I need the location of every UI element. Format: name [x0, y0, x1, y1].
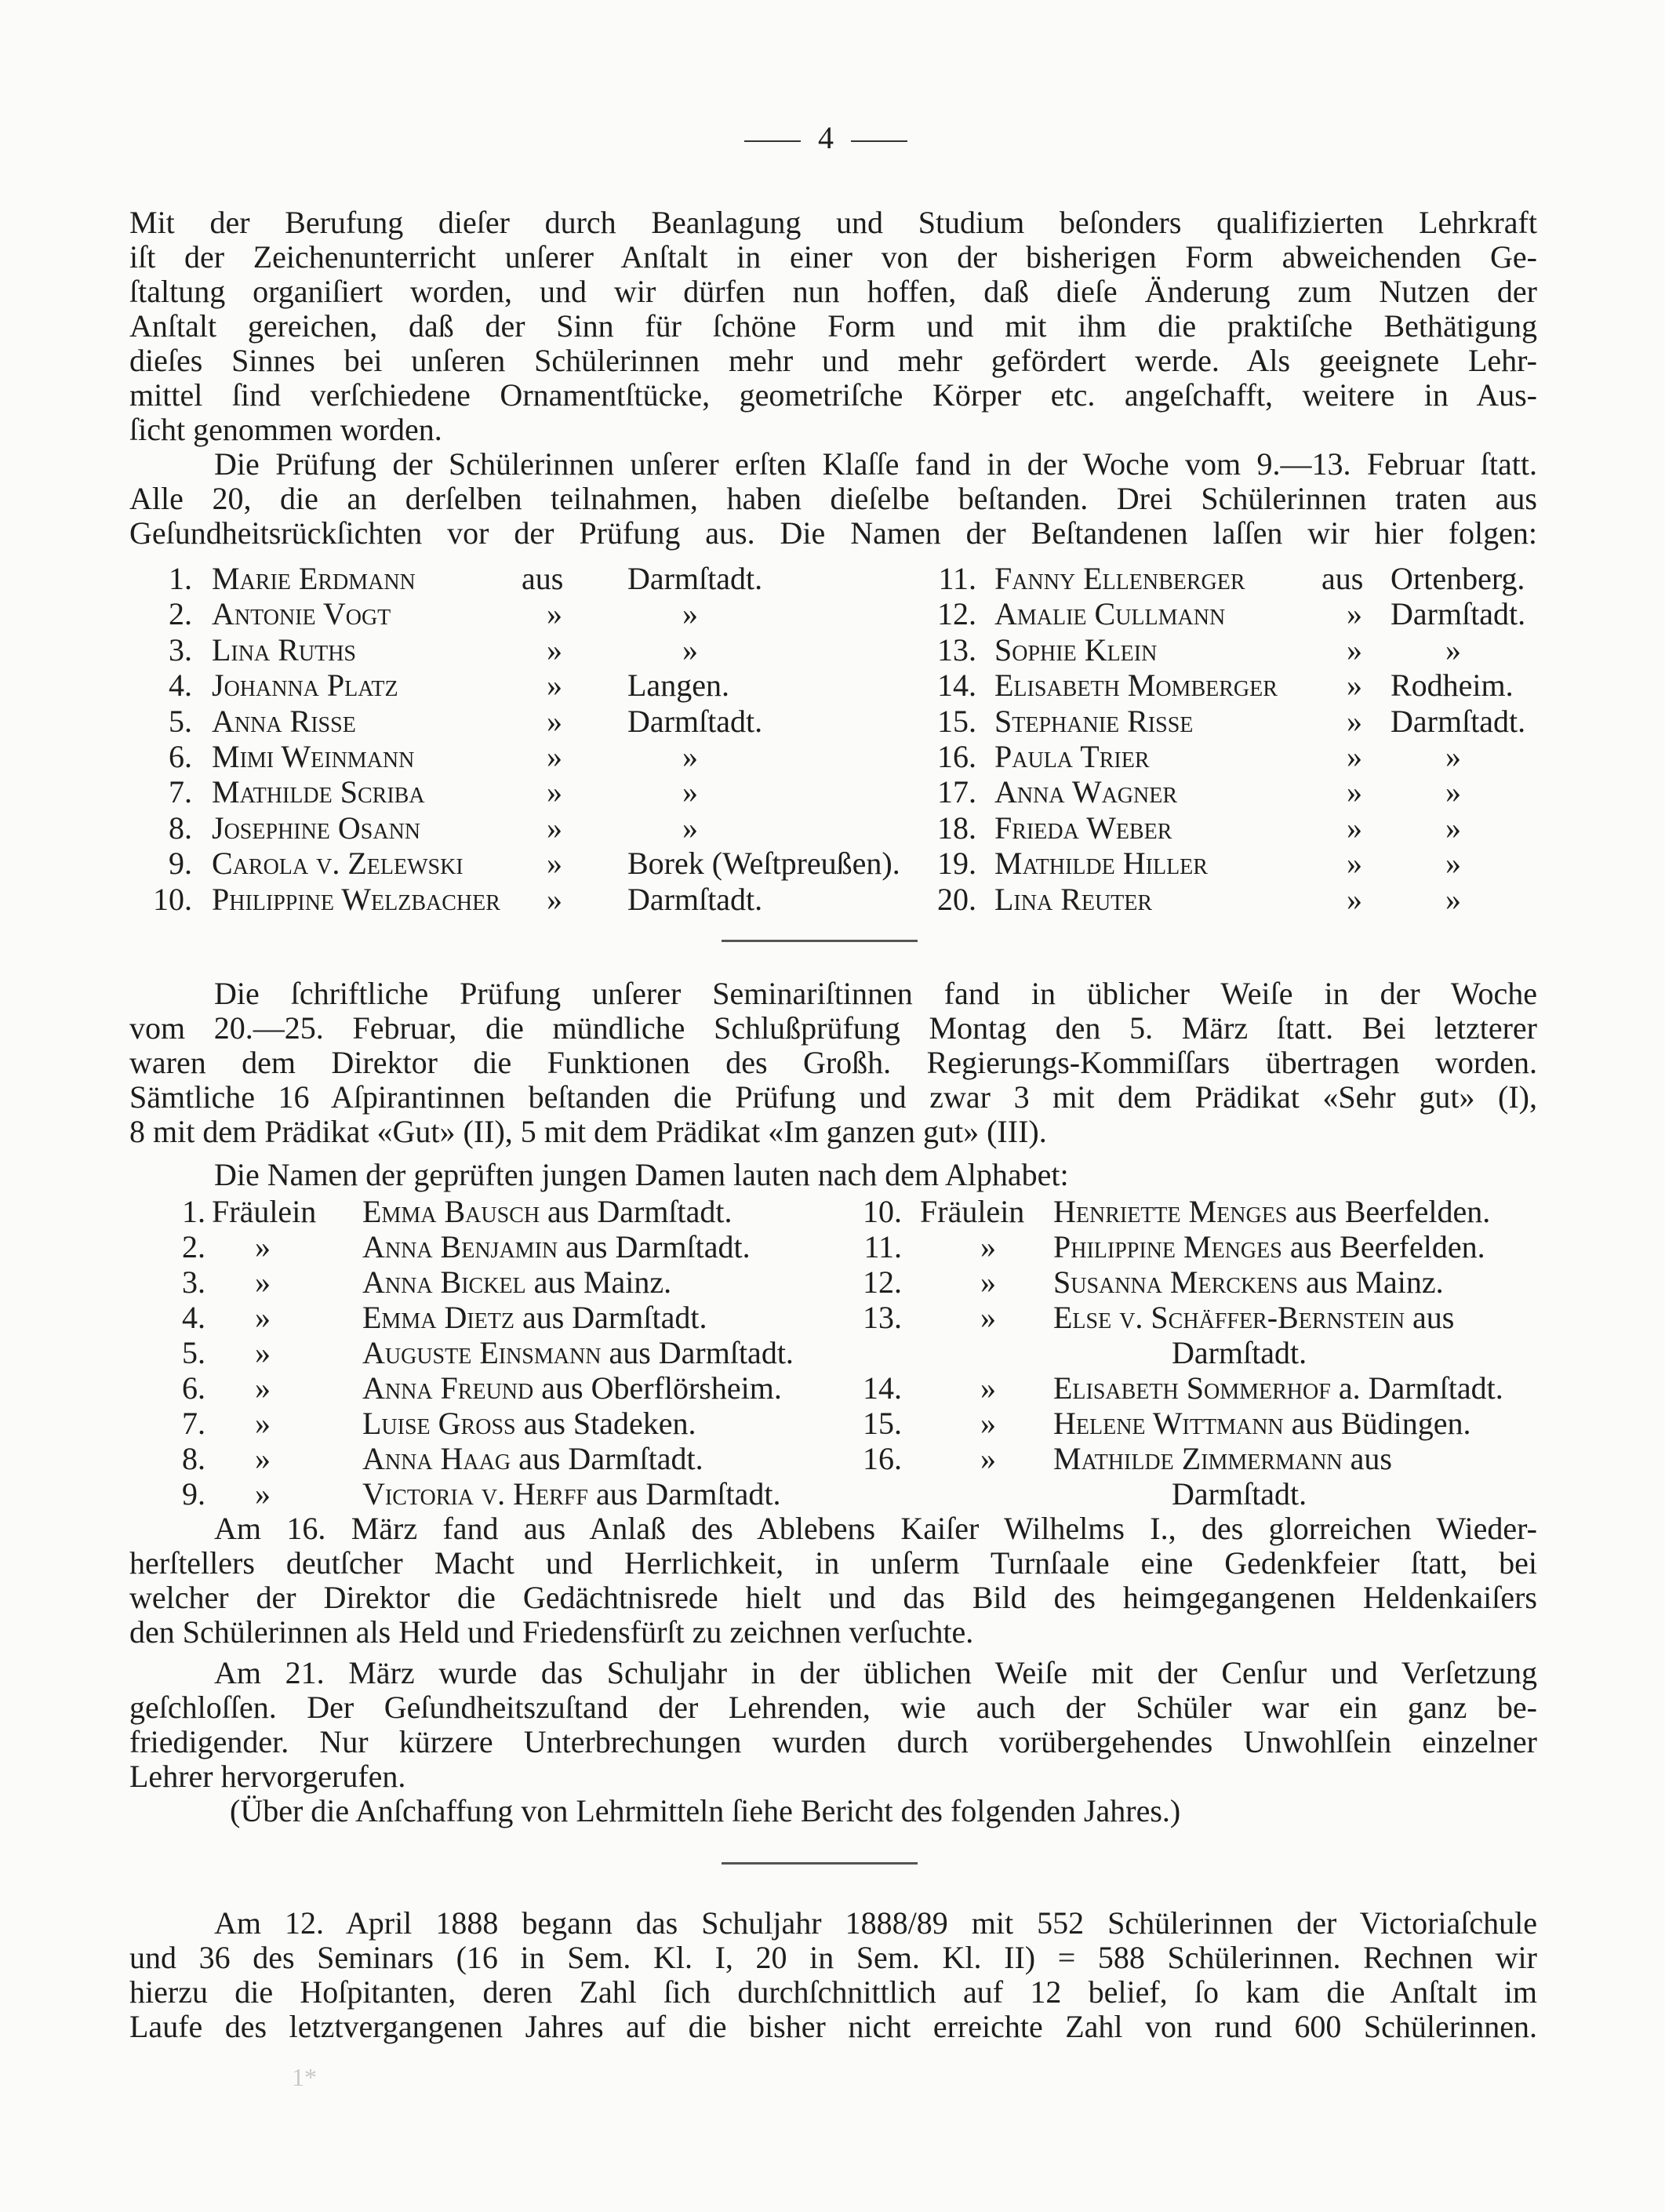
name-and-origin	[362, 1195, 733, 1229]
section-divider	[722, 940, 918, 942]
name-and-origin	[1053, 1406, 1471, 1441]
origin-prefix: aus	[1321, 561, 1364, 596]
student-name: Mathilde Zimmermann	[1053, 1441, 1343, 1476]
text-line: Am 21. März wurde das Schuljahr in der üblichen Weiſe mit der Cenſur und Verſetzung	[214, 1655, 1537, 1690]
student-name: Else v. Schäffer-Bernstein	[1053, 1300, 1405, 1335]
title-prefix: »	[255, 1370, 271, 1406]
text-line: Lehrer hervorgerufen.	[129, 1759, 406, 1794]
hometown: aus Beerfelden.	[1295, 1194, 1491, 1229]
title-prefix: »	[255, 1335, 271, 1370]
hometown: aus Mainz.	[533, 1264, 672, 1300]
name-and-origin	[1053, 1371, 1503, 1406]
page-number-text: 4	[818, 120, 834, 155]
student-name: Lina Reuter	[994, 881, 1153, 917]
text-line: Die ſchriftliche Prüfung unſerer Seminariſtinnen fand in üblicher Weiſe in der Woche	[214, 976, 1537, 1011]
paragraph-seminar-names-intro	[129, 1158, 1537, 1192]
text-line: herſtellers deutſcher Macht und Herrlichkeit, in unſerm Turnſaale eine Gedenkfeier ſtatt, bei	[129, 1545, 1537, 1581]
item-number: 14.	[863, 1370, 902, 1406]
page-number	[720, 119, 932, 156]
origin-prefix: »	[1347, 596, 1362, 632]
student-name: Emma Bausch	[362, 1194, 540, 1229]
text-line: den Schülerinnen als Held und Friedensfürſt zu zeichnen verſuchte.	[129, 1614, 974, 1650]
dash-left	[744, 140, 801, 142]
text-line: und 36 des Seminars (16 in Sem. Kl. I, 20 in Sem. Kl. II) = 588 Schülerinnen. Rechnen wir	[129, 1940, 1537, 1975]
student-name: Anna Freund	[362, 1370, 534, 1406]
hometown: aus Darmſtadt.	[609, 1335, 794, 1370]
origin-prefix: »	[547, 774, 562, 810]
paragraph-first-class-exam	[129, 447, 1537, 551]
student-name: Mimi Weinmann	[212, 739, 415, 774]
item-number: 12.	[863, 1264, 902, 1300]
title-prefix: »	[255, 1476, 271, 1512]
title-prefix: »	[980, 1264, 996, 1300]
paragraph-drawing-lessons	[129, 206, 1537, 447]
item-number: 6.	[169, 739, 192, 774]
text-line: Sämtliche 16 Aſpirantinnen beſtanden die Prüfung und zwar 3 mit dem Prädikat «Sehr gut» (I),	[129, 1079, 1537, 1115]
paragraph-seminar-exam	[129, 977, 1537, 1149]
item-number: 1.	[169, 561, 192, 596]
item-number: 18.	[937, 809, 976, 846]
origin-prefix: aus	[522, 561, 564, 596]
hometown: »	[682, 739, 698, 774]
text-line: Am 12. April 1888 begann das Schuljahr 1888/89 mit 552 Schülerinnen der Victoriaſchule	[214, 1905, 1537, 1941]
text-line: vom 20.—25. Februar, die mündliche Schlußprüfung Montag den 5. März ſtatt. Bei letzterer	[129, 1010, 1537, 1046]
hometown: »	[1445, 774, 1461, 810]
origin-prefix: »	[1347, 668, 1362, 704]
title-prefix: »	[255, 1300, 271, 1335]
hometown-continued: Darmſtadt.	[1172, 1476, 1307, 1512]
hometown: »	[682, 809, 698, 846]
text-line: Alle 20, die an derſelben teilnahmen, haben dieſelbe beſtanden. Drei Schülerinnen traten aus	[129, 481, 1537, 516]
hometown: »	[682, 774, 698, 810]
origin-prefix: »	[1347, 809, 1362, 846]
item-number: 17.	[937, 774, 976, 810]
origin-prefix: »	[547, 881, 562, 917]
text-line: geſchloſſen. Der Geſundheitszuſtand der Lehrenden, wie auch der Schüler war ein ganz be-	[129, 1690, 1537, 1725]
hometown: aus Beerfelden.	[1289, 1229, 1485, 1264]
text-line: iſt der Zeichenunterricht unſerer Anſtalt in einer von der bisherigen Form abweichenden Ge-	[129, 239, 1537, 275]
text-line: Anſtalt gereichen, daß der Sinn für ſchöne Form und mit ihm die praktiſche Bethätigung	[129, 308, 1537, 344]
hometown: Darmſtadt.	[627, 881, 763, 917]
item-number: 8.	[182, 1441, 205, 1476]
hometown: »	[682, 631, 698, 668]
item-number: 11.	[938, 561, 976, 596]
student-name: Anna Risse	[212, 703, 356, 739]
student-name: Victoria v. Herff	[362, 1476, 588, 1512]
item-number: 10.	[153, 881, 192, 917]
hometown: Darmſtadt.	[1391, 703, 1526, 739]
item-number: 13.	[863, 1300, 902, 1335]
item-number: 11.	[863, 1229, 902, 1264]
student-name: Johanna Platz	[212, 668, 398, 704]
hometown: Langen.	[627, 668, 729, 704]
hometown: a. Darmſtadt.	[1338, 1370, 1503, 1406]
item-number: 6.	[182, 1370, 205, 1406]
hometown: aus Darmſtadt.	[565, 1229, 751, 1264]
paragraph-memorial	[129, 1512, 1537, 1650]
title-prefix: Fräulein	[212, 1194, 317, 1229]
paragraph-year-end	[129, 1656, 1537, 1794]
hometown: »	[1445, 809, 1461, 846]
name-and-origin	[362, 1336, 794, 1370]
title-prefix: »	[255, 1406, 271, 1441]
origin-prefix: »	[547, 703, 562, 739]
student-name: Mathilde Scriba	[212, 774, 425, 810]
origin-prefix: »	[547, 846, 562, 882]
origin-prefix: »	[1347, 631, 1362, 668]
student-name: Paula Trier	[994, 739, 1150, 774]
hometown: Darmſtadt.	[1391, 596, 1526, 632]
origin-prefix: »	[547, 596, 562, 632]
item-number: 9.	[169, 846, 192, 882]
name-and-origin	[1053, 1301, 1454, 1335]
hometown-continued: Darmſtadt.	[1172, 1335, 1307, 1370]
name-and-origin	[362, 1230, 751, 1264]
title-prefix: »	[980, 1370, 996, 1406]
text-line: (Über die Anſchaffung von Lehrmitteln ſiehe Bericht des folgenden Jahres.)	[230, 1793, 1181, 1828]
paragraph-new-year	[129, 1906, 1537, 2044]
text-line: mittel ſind verſchiedene Ornamentſtücke, geometriſche Körper etc. angeſchafft, weitere in Aus-	[129, 377, 1537, 413]
text-line: Die Prüfung der Schülerinnen unſerer erſten Klaſſe fand in der Woche vom 9.—13. Februar ſtatt.	[214, 446, 1537, 482]
student-name: Lina Ruths	[212, 631, 356, 668]
title-prefix: »	[255, 1229, 271, 1264]
hometown: aus Darmſtadt.	[522, 1300, 707, 1335]
name-and-origin	[362, 1442, 703, 1476]
student-name: Susanna Merckens	[1053, 1264, 1299, 1300]
origin-prefix: »	[547, 809, 562, 846]
text-line: welcher der Direktor die Gedächtnisrede hielt und das Bild des heimgegangenen Heldenkaiſers	[129, 1580, 1537, 1615]
hometown: Ortenberg.	[1391, 561, 1525, 596]
student-name: Sophie Klein	[994, 631, 1158, 668]
title-prefix: Fräulein	[920, 1194, 1025, 1229]
text-line: hierzu die Hoſpitanten, deren Zahl ſich durchſchnittlich auf 12 belief, ſo kam die Anſtalt im	[129, 1974, 1537, 2010]
name-and-origin	[1053, 1230, 1485, 1264]
item-number: 3.	[182, 1264, 205, 1300]
item-number: 2.	[182, 1229, 205, 1264]
item-number: 15.	[863, 1406, 902, 1441]
text-line: Die Namen der geprüften jungen Damen lauten nach dem Alphabet:	[214, 1157, 1069, 1192]
item-number: 12.	[937, 596, 976, 632]
student-name: Frieda Weber	[994, 809, 1172, 846]
name-and-origin	[362, 1477, 780, 1512]
item-number: 2.	[169, 596, 192, 632]
title-prefix: »	[980, 1441, 996, 1476]
item-number: 16.	[863, 1441, 902, 1476]
student-name: Elisabeth Sommerhof	[1053, 1370, 1331, 1406]
text-line: Laufe des letztvergangenen Jahres auf die bisher nicht erreichte Zahl von rund 600 Schülerinnen.	[129, 2009, 1537, 2044]
origin-prefix: »	[547, 631, 562, 668]
item-number: 5.	[182, 1335, 205, 1370]
item-number: 14.	[937, 668, 976, 704]
student-name: Carola v. Zelewski	[212, 846, 464, 882]
hometown: »	[1445, 881, 1461, 917]
student-name: Henriette Menges	[1053, 1194, 1288, 1229]
item-number: 5.	[169, 703, 192, 739]
student-name: Anna Wagner	[994, 774, 1178, 810]
item-number: 7.	[182, 1406, 205, 1441]
hometown: »	[1445, 846, 1461, 882]
dash-right	[851, 140, 907, 142]
text-line: waren dem Direktor die Funktionen des Großh. Regierungs-Kommiſſars übertragen worden.	[129, 1045, 1537, 1080]
student-name: Elisabeth Momberger	[994, 668, 1278, 704]
printer-signature: 1*	[292, 2063, 317, 2091]
student-name: Emma Dietz	[362, 1300, 514, 1335]
text-line: ſtaltung organiſiert worden, und wir dürfen nun hoffen, daß dieſe Änderung zum Nutzen der	[129, 274, 1537, 309]
name-and-origin	[362, 1406, 696, 1441]
hometown: aus	[1350, 1441, 1392, 1476]
item-number: 13.	[937, 631, 976, 668]
paragraph-teaching-aids-note	[129, 1794, 1537, 1828]
name-and-origin	[1053, 1265, 1444, 1300]
origin-prefix: »	[1347, 846, 1362, 882]
student-name: Anna Bickel	[362, 1264, 526, 1300]
student-name: Fanny Ellenberger	[994, 561, 1245, 596]
hometown: Darmſtadt.	[627, 703, 763, 739]
name-and-origin	[362, 1301, 707, 1335]
origin-prefix: »	[547, 668, 562, 704]
hometown: Darmſtadt.	[627, 561, 763, 596]
item-number: 4.	[169, 668, 192, 704]
student-name: Anna Benjamin	[362, 1229, 558, 1264]
section-divider	[722, 1862, 918, 1865]
student-name: Stephanie Risse	[994, 703, 1194, 739]
item-number: 8.	[169, 809, 192, 846]
item-number: 1.	[182, 1194, 205, 1229]
title-prefix: »	[980, 1406, 996, 1441]
hometown: aus Oberflörsheim.	[541, 1370, 782, 1406]
text-line: ſicht genommen worden.	[129, 412, 442, 447]
title-prefix: »	[255, 1264, 271, 1300]
student-name: Marie Erdmann	[212, 561, 416, 596]
student-name: Auguste Einsmann	[362, 1335, 602, 1370]
student-name: Amalie Cullmann	[994, 596, 1226, 632]
hometown: Rodheim.	[1391, 668, 1514, 704]
student-name: Helene Wittmann	[1053, 1406, 1284, 1441]
title-prefix: »	[980, 1229, 996, 1264]
name-and-origin	[362, 1265, 671, 1300]
item-number: 9.	[182, 1476, 205, 1512]
student-name: Philippine Welzbacher	[212, 881, 500, 917]
item-number: 20.	[937, 881, 976, 917]
item-number: 4.	[182, 1300, 205, 1335]
item-number: 19.	[937, 846, 976, 882]
item-number: 3.	[169, 631, 192, 668]
hometown: aus Darmſtadt.	[595, 1476, 781, 1512]
name-and-origin	[1053, 1442, 1392, 1476]
text-line: dieſes Sinnes bei unſeren Schülerinnen mehr und mehr gefördert werde. Als geeignete Lehr-	[129, 343, 1537, 378]
title-prefix: »	[980, 1300, 996, 1335]
origin-prefix: »	[547, 739, 562, 774]
hometown: aus Mainz.	[1306, 1264, 1444, 1300]
student-name: Mathilde Hiller	[994, 846, 1208, 882]
name-and-origin	[362, 1371, 782, 1406]
text-line: Geſundheitsrückſichten vor der Prüfung aus. Die Namen der Beſtandenen laſſen wir hier folgen:	[129, 515, 1537, 551]
hometown: aus Darmſtadt.	[547, 1194, 733, 1229]
item-number: 15.	[937, 703, 976, 739]
hometown: »	[1445, 739, 1461, 774]
item-number: 16.	[937, 739, 976, 774]
hometown: »	[682, 596, 698, 632]
text-line: friedigender. Nur kürzere Unterbrechungen wurden durch vorübergehendes Unwohlſein einzelner	[129, 1724, 1537, 1759]
item-number: 10.	[863, 1194, 902, 1229]
hometown: aus Büdingen.	[1291, 1406, 1471, 1441]
student-name: Philippine Menges	[1053, 1229, 1282, 1264]
text-line: 8 mit dem Prädikat «Gut» (II), 5 mit dem Prädikat «Im ganzen gut» (III).	[129, 1114, 1047, 1149]
hometown: »	[1445, 631, 1461, 668]
student-name: Antonie Vogt	[212, 596, 391, 632]
origin-prefix: »	[1347, 881, 1362, 917]
origin-prefix: »	[1347, 739, 1362, 774]
student-name: Anna Haag	[362, 1441, 511, 1476]
hometown: aus Stadeken.	[523, 1406, 696, 1441]
student-name: Josephine Osann	[212, 809, 421, 846]
hometown: aus	[1412, 1300, 1455, 1335]
title-prefix: »	[255, 1441, 271, 1476]
text-line: Am 16. März fand aus Anlaß des Ablebens Kaiſer Wilhelms I., des glorreichen Wieder-	[214, 1511, 1537, 1546]
name-and-origin	[1053, 1195, 1490, 1229]
hometown: aus Darmſtadt.	[518, 1441, 703, 1476]
item-number: 7.	[169, 774, 192, 810]
origin-prefix: »	[1347, 703, 1362, 739]
origin-prefix: »	[1347, 774, 1362, 810]
text-line: Mit der Berufung dieſer durch Beanlagung und Studium beſonders qualifizierten Lehrkraft	[129, 205, 1537, 240]
hometown: Borek (Weſtpreußen).	[627, 846, 900, 882]
student-name: Luise Gross	[362, 1406, 516, 1441]
